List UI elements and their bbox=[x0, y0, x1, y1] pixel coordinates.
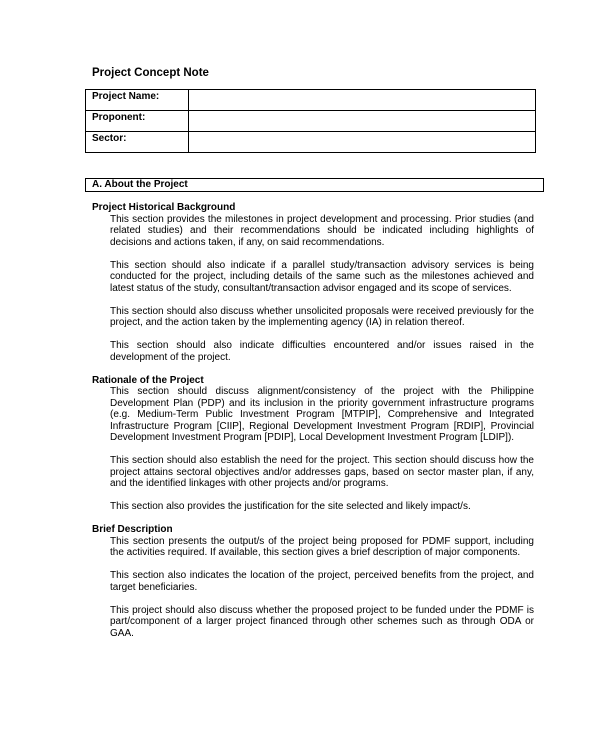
paragraph: This section also indicates the location of the project, perceived benefits from the project, and target beneficiaries. bbox=[110, 570, 534, 593]
project-name-value[interactable] bbox=[189, 90, 536, 111]
project-info-table bbox=[85, 89, 536, 153]
document-title: Project Concept Note bbox=[92, 67, 209, 79]
paragraph: This section provides the milestones in project development and processing. Prior studies (and related studies) and their recommendations should be indicated including highlights of decisions and actions taken, if any, on said recommendations. bbox=[110, 213, 534, 248]
paragraph: This section should also discuss whether unsolicited proposals were received previously for the project, and the action taken by the implementing agency (IA) in relation thereof. bbox=[110, 305, 534, 328]
subsection-heading-brief-description: Brief Description bbox=[92, 524, 173, 535]
paragraph: This section should also indicate difficulties encountered and/or issues raised in the development of the project. bbox=[110, 340, 534, 363]
subsection-heading-historical-background: Project Historical Background bbox=[92, 202, 236, 213]
paragraph: This section should also establish the need for the project. This section should discuss how the project attains sectoral objectives and/or addresses gaps, based on sector master plan, if any, and the identified linkages with other projects and/or programs. bbox=[110, 455, 534, 489]
sector-label: Sector: bbox=[86, 132, 189, 153]
paragraph: This project should also discuss whether the proposed project to be funded under the PDMF is part/component of a larger project financed through other schemes such as through ODA or GAA. bbox=[110, 604, 534, 639]
subsection-heading-rationale: Rationale of the Project bbox=[92, 374, 204, 386]
project-name-label: Project Name: bbox=[86, 90, 189, 111]
table-row bbox=[86, 132, 536, 153]
paragraph: This section also provides the justification for the site selected and likely impact/s. bbox=[110, 501, 471, 512]
sector-value[interactable] bbox=[189, 132, 536, 153]
paragraph: This section should also indicate if a parallel study/transaction advisory services is being conducted for the project, including details of the same such as the milestones achieved and latest status of the study, consultant/transaction advisor engaged and its scope of services. bbox=[110, 259, 534, 294]
table-row bbox=[86, 90, 536, 111]
section-a-heading: A. About the Project bbox=[85, 178, 544, 192]
proponent-value[interactable] bbox=[189, 111, 536, 132]
proponent-label: Proponent: bbox=[86, 111, 189, 132]
document-body bbox=[92, 202, 534, 651]
paragraph: This section should discuss alignment/consistency of the project with the Philippine Development Plan (PDP) and its inclusion in the priority government infrastructure programs (e.g. Medium-Term Public Investment Program [MTPIP], Comprehensive and Integrated Infrastructure Program [CIIP], Regional Development Investment Program [RDIP], Provincial Development Investment Program [PDIP], Local Development Investment Program [LDIP]). bbox=[110, 386, 534, 443]
table-row bbox=[86, 111, 536, 132]
paragraph: This section presents the output/s of the project being proposed for PDMF support, including the activities required. If available, this section gives a brief description of major components. bbox=[110, 535, 534, 558]
